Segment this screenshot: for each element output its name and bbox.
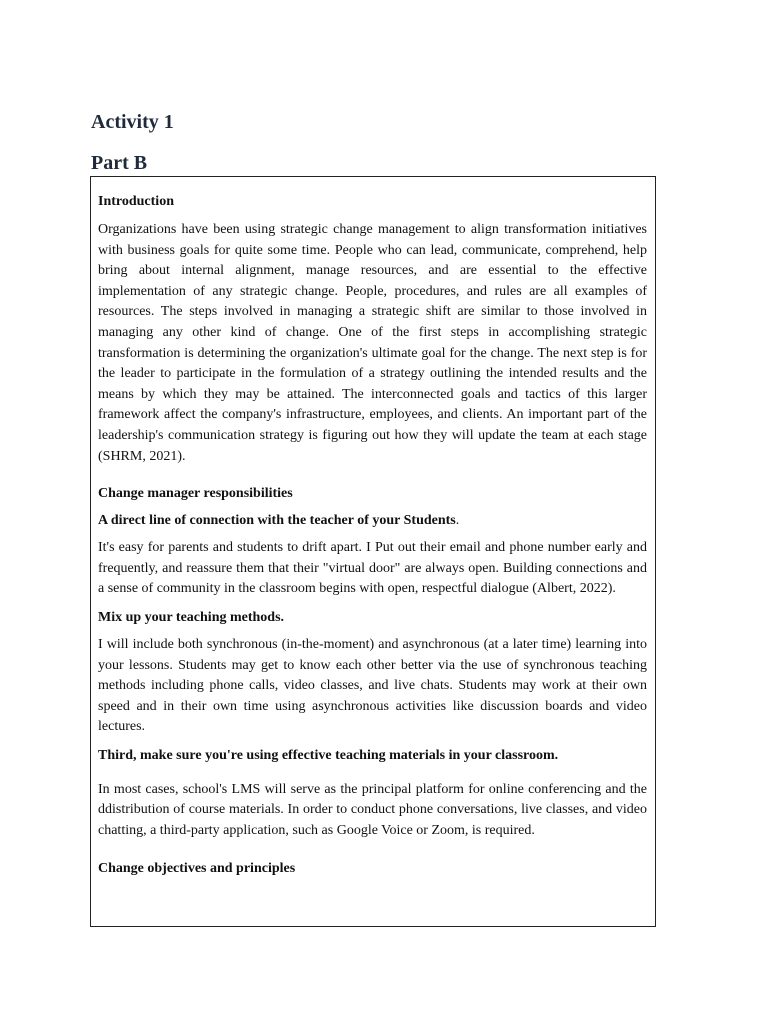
introduction-heading: Introduction [98, 194, 174, 209]
teaching-materials-heading: Third, make sure you're using effective teaching materials in your classroom. [98, 747, 559, 763]
connection-heading-text: A direct line of connection with the teacher of your Students [98, 513, 456, 529]
connection-heading-period: . [455, 513, 460, 529]
teaching-materials-paragraph: In most cases, school's LMS will serve as the principal platform for online conferencing and the ddistribution of course materials. In order to conduct phone conversations, live classes, and video chatting, a third-party application, such as Google Voice or Zoom, is required. [98, 781, 647, 839]
content-box [90, 176, 656, 927]
connection-paragraph: It's easy for parents and students to drift apart. I Put out their email and phone number early and frequently, and reassure them that their "virtual door" are always open. Building connections and a sense of community in the classroom begins with open, respectful dialogue (Albert, 2022). [98, 540, 647, 597]
connection-heading [98, 512, 647, 529]
teaching-methods-paragraph: I will include both synchronous (in-the-moment) and asynchronous (at a later time) learning into your lessons. Students may get to know each other better via the use of synchronous teaching methods including phone calls, video classes, and live chats. Students may work at their own speed and in their own time using asynchronous activities like discussion boards and video lectures. [98, 636, 647, 735]
responsibilities-heading: Change manager responsibilities [98, 486, 293, 502]
objectives-heading: Change objectives and principles [98, 860, 296, 876]
activity-title: Activity 1 [91, 111, 174, 133]
teaching-methods-heading: Mix up your teaching methods. [98, 609, 285, 625]
part-title: Part B [91, 152, 148, 174]
introduction-paragraph: Organizations have been using strategic change management to align transformation initiatives with business goals for quite some time. People who can lead, communicate, comprehend, help bring about internal alignment, manage resources, and are essential to the effective implementation of any strategic change. People, procedures, and rules are all examples of resources. The steps involved in managing a strategic shift are similar to those involved in managing any other kind of change. One of the first steps in accomplishing strategic transformation is determining the organization's ultimate goal for the change. The next step is for the leader to participate in the formulation of a strategy outlining the intended results and the means by which they may be attained. The interconnected goals and tactics of this larger framework affect the company's infrastructure, employees, and clients. An important part of the leadership's communication strategy is figuring out how they will update the team at each stage (SHRM, 2021). [98, 222, 647, 464]
